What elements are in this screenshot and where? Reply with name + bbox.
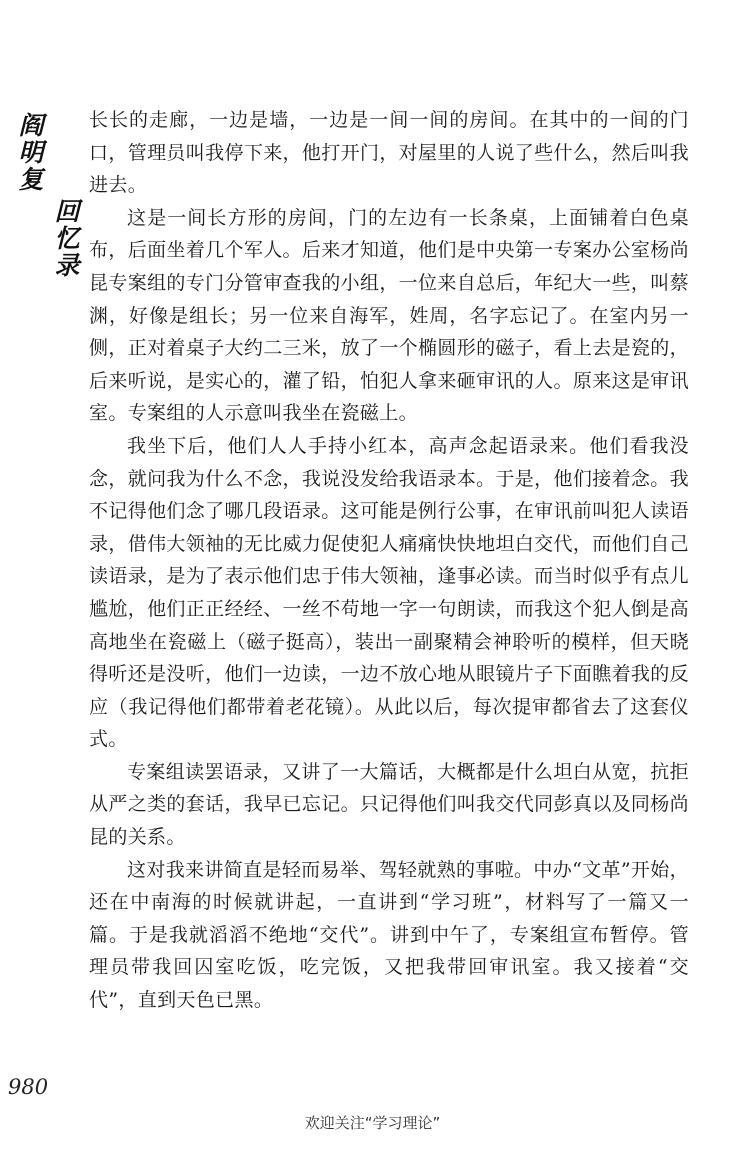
page-body: [89, 104, 689, 1017]
page-number: 980: [8, 1075, 49, 1099]
book-title-line-1: 阎明复: [15, 112, 44, 193]
paragraph-1: 长长的走廊，一边是墙，一边是一间一间的房间。在其中的一间的门口，管理员叫我停下来，他打开门，对屋里的人说了些什么，然后叫我进去。: [89, 109, 689, 197]
footer-note: 欢迎关注“学习理论”: [304, 1114, 441, 1132]
paragraph-4: 专案组读罢语录，又讲了一大篇话，大概都是什么坦白从宽，抗拒从严之类的套话，我早已忘记。只记得他们叫我交代同彭真以及同杨尚昆的关系。: [89, 760, 689, 849]
book-title-line-2: 回忆录: [51, 198, 80, 279]
paragraph-2: 这是一间长方形的房间，门的左边有一长条桌，上面铺着白色桌布，后面坐着几个军人。后来才知道，他们是中央第一专案办公室杨尚昆专案组的专门分管审查我的小组，一位来自总后，年纪大一些，叫蔡渊，好像是组长；另一位来自海军，姓周，名字忘记了。在室内另一侧，正对着桌子大约二三米，放了一个椭圆形的磁子，看上去是瓷的，后来听说，是实心的，灌了铅，怕犯人拿来砸审讯的人。原来这是审讯室。专案组的人示意叫我坐在瓷磁上。: [89, 206, 689, 425]
paragraph-3: 我坐下后，他们人人手持小红本，高声念起语录来。他们看我没念，就问我为什么不念，我说没发给我语录本。于是，他们接着念。我不记得他们念了哪几段语录。这可能是例行公事，在审讯前叫犯人读语录，借伟大领袖的无比威力促使犯人痛痛快快地坦白交代，而他们自己读语录，是为了表示他们忠于伟大领袖，逢事必读。而当时似乎有点儿尴尬，他们正正经经、一丝不苟地一字一句朗读，而我这个犯人倒是高高地坐在瓷磁上（磁子挺高），装出一副聚精会神聆听的模样，但天晓得听还是没听，他们一边读，一边不放心地从眼镜片子下面瞧着我的反应（我记得他们都带着老花镜）。从此以后，每次提审都省去了这套仪式。: [89, 434, 689, 751]
paragraph-5: 这对我来讲简直是轻而易举、驾轻就熟的事啦。中办“文革”开始，还在中南海的时候就讲起，一直讲到“学习班”，材料写了一篇又一篇。于是我就滔滔不绝地“交代”。讲到中午了，专案组宣布暂停。管理员带我回囚室吃饭，吃完饭，又把我带回审讯室。我又接着“交代”，直到天色已黑。: [89, 858, 689, 1012]
book-title-vertical: [14, 112, 80, 279]
